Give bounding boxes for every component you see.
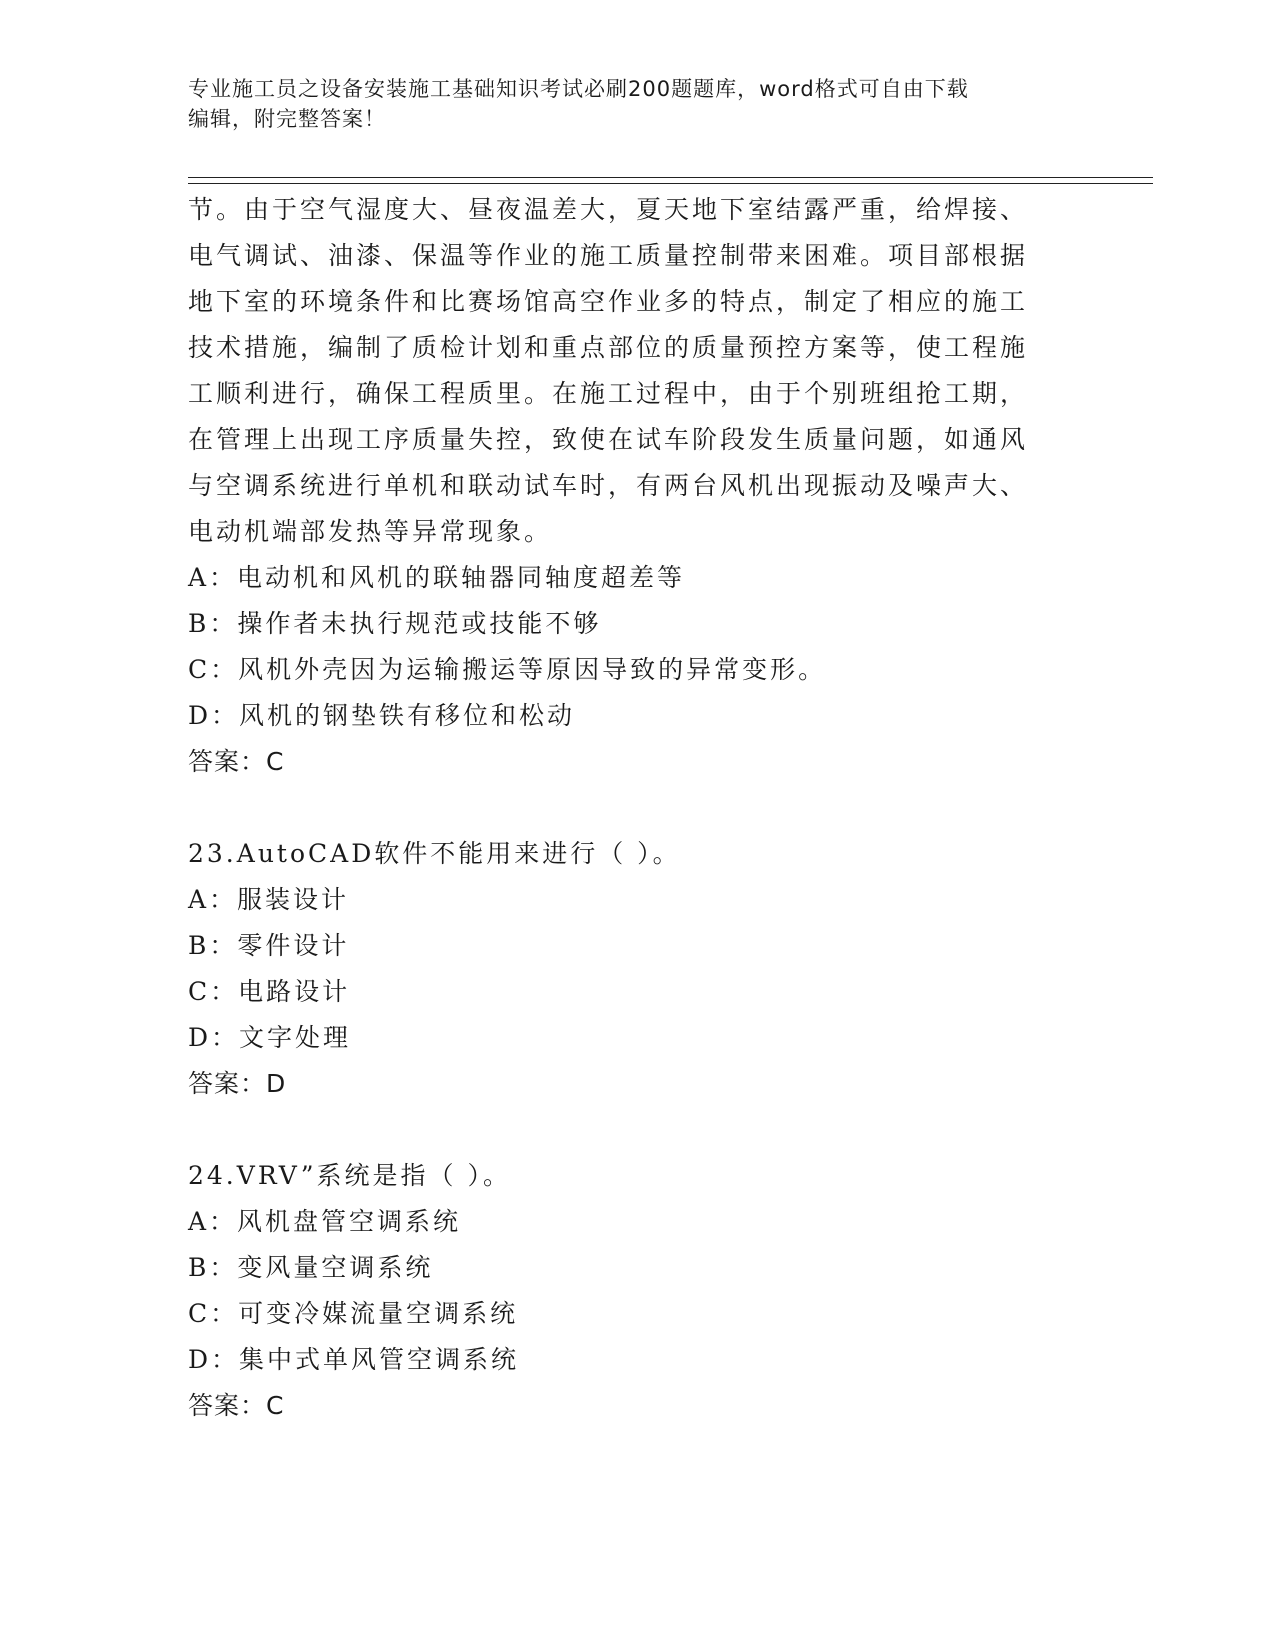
question-24-option-c: C：可变冷媒流量空调系统: [188, 1299, 519, 1328]
question-22-option-d: D：风机的钢垫铁有移位和松动: [188, 701, 576, 730]
question-22-answer: 答案：C: [188, 747, 285, 776]
question-22-text-line: 技术措施，编制了质检计划和重点部位的质量预控方案等，使工程施: [188, 333, 1029, 362]
question-24-answer: 答案：C: [188, 1391, 285, 1420]
question-24-block: [188, 1153, 1088, 1429]
question-22-option-c: C：风机外壳因为运输搬运等原因导致的异常变形。: [188, 655, 827, 684]
question-22-text-line: 与空调系统进行单机和联动试车时，有两台风机出现振动及噪声大、: [188, 471, 1029, 500]
question-23-answer: 答案：D: [188, 1069, 287, 1098]
spacer: [188, 1107, 1088, 1153]
question-22-text-line: 工顺利进行，确保工程质里。在施工过程中，由于个别班组抢工期，: [188, 379, 1029, 408]
header-title-line-1: 专业施工员之设备安装施工基础知识考试必刷200题题库，word格式可自由下载: [188, 77, 969, 101]
document-header: [188, 74, 1068, 134]
question-23-option-a: A：服装设计: [188, 885, 350, 914]
question-24-title: 24.VRV”系统是指（ ）。: [188, 1161, 511, 1190]
question-22-text-line: 在管理上出现工序质量失控，致使在试车阶段发生质量问题，如通风: [188, 425, 1029, 454]
question-22-text-line: 节。由于空气湿度大、昼夜温差大，夏天地下室结露严重，给焊接、: [188, 195, 1029, 224]
question-22-text-line: 地下室的环境条件和比赛场馆高空作业多的特点，制定了相应的施工: [188, 287, 1029, 316]
question-22-text-line: 电动机端部发热等异常现象。: [188, 517, 553, 546]
header-title-line-2: 编辑，附完整答案！: [188, 107, 386, 131]
question-23-option-b: B：零件设计: [188, 931, 350, 960]
question-22-block: [188, 187, 1088, 785]
question-24-option-d: D：集中式单风管空调系统: [188, 1345, 520, 1374]
question-24-option-b: B：变风量空调系统: [188, 1253, 434, 1282]
question-22-option-b: B：操作者未执行规范或技能不够: [188, 609, 602, 638]
question-23-title: 23.AutoCAD软件不能用来进行（ ）。: [188, 839, 681, 868]
spacer: [188, 785, 1088, 831]
question-22-text-line: 电气调试、油漆、保温等作业的施工质量控制带来困难。项目部根据: [188, 241, 1029, 270]
question-23-option-c: C：电路设计: [188, 977, 351, 1006]
question-22-option-a: A：电动机和风机的联轴器同轴度超差等: [188, 563, 686, 592]
header-divider-top: [188, 177, 1153, 178]
document-body: [188, 187, 1088, 1429]
header-divider-bottom: [188, 183, 1153, 184]
question-23-option-d: D：文字处理: [188, 1023, 352, 1052]
question-23-block: [188, 831, 1088, 1107]
question-24-option-a: A：风机盘管空调系统: [188, 1207, 462, 1236]
